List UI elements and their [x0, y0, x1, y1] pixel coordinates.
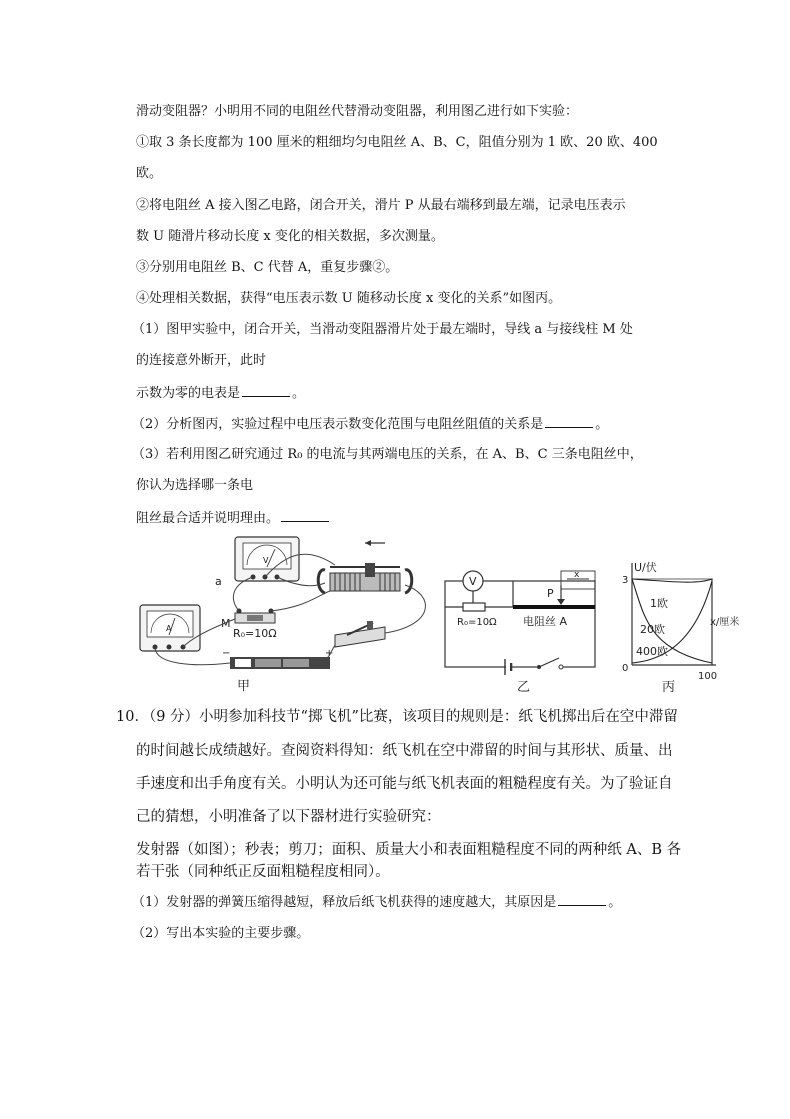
curve-label: 1欧 [650, 597, 668, 610]
punct: 。 [595, 417, 609, 432]
svg-text:V: V [263, 556, 269, 565]
question-2-line [132, 415, 608, 434]
answer-blank[interactable] [558, 893, 606, 906]
answer-blank[interactable] [242, 384, 290, 397]
x-axis-label: x/厘米 [710, 617, 740, 628]
caption-jia: 甲 [237, 679, 251, 694]
wire-label: 电阻丝 A [523, 615, 568, 628]
svg-text:A: A [166, 624, 172, 633]
text-line: ④处理相关数据，获得“电压表示数 U 随移动长度 x 变化的关系”如图丙。 [136, 291, 562, 306]
resistor-r0-symbol [463, 603, 485, 611]
question-3-line: （3）若利用图乙研究通过 R₀ 的电流与其两端电压的关系，在 A、B、C 三条电阻丝中， [132, 447, 643, 462]
y-tick-3: 3 [622, 575, 629, 586]
switch-icon [335, 621, 385, 647]
question-10-line: 10．（9 分）小明参加科技节“掷飞机”比赛，该项目的规则是：纸飞机掷出后在空中滞留 [116, 709, 678, 725]
terminal-m-label: M [221, 617, 231, 630]
question-10-sub1-prompt: （1）发射器的弹簧压缩得越短，释放后纸飞机获得的速度越大，其原因是 [132, 895, 557, 910]
figure-yi [443, 555, 605, 695]
y-axis-label: U/伏 [634, 561, 657, 574]
curve-label: 20欧 [640, 623, 665, 636]
punct: 。 [292, 386, 306, 401]
question-2-prompt: （2）分析图丙，实验过程中电压表示数变化范围与电阻丝阻值的关系是 [132, 417, 544, 432]
text-line: ②将电阻丝 A 接入图乙电路，闭合开关，滑片 P 从最右端移到最左端，记录电压表示 [136, 198, 626, 213]
question-3-answer-line [136, 509, 331, 528]
question-10-sub1 [132, 893, 621, 912]
rheostat-icon [318, 563, 412, 593]
text-line: 滑动变阻器？小明用不同的电阻丝代替滑动变阻器，利用图乙进行如下实验： [136, 104, 579, 119]
answer-blank[interactable] [545, 415, 593, 428]
battery-icon [222, 648, 333, 669]
voltmeter-symbol-icon [463, 571, 483, 591]
svg-text:V: V [469, 575, 477, 588]
resistance-wire [513, 605, 595, 609]
curve-label: 400欧 [636, 645, 668, 658]
origin-label: 0 [622, 663, 629, 674]
minus-label: − [222, 648, 231, 659]
question-3-prompt: 阻丝最合适并说明理由。 [136, 511, 280, 526]
r0-label: R₀=10Ω [457, 617, 497, 628]
svg-text:x: x [574, 570, 580, 580]
question-1-answer-line [136, 384, 305, 403]
resistor-r0-icon [235, 609, 275, 624]
ammeter-icon [140, 605, 200, 651]
x-tick-100: 100 [698, 671, 718, 682]
question-1-line: （1）图甲实验中，闭合开关，当滑动变阻器滑片处于最左端时，导线 a 与接线柱 M 处 [132, 322, 633, 337]
caption-yi: 乙 [517, 680, 531, 695]
arrow-left-icon [365, 540, 385, 546]
answer-blank[interactable] [281, 509, 329, 522]
wire-a-label: a [215, 575, 222, 588]
question-10-line: 手速度和出手角度有关。小明认为还可能与纸飞机表面的粗糙程度有关。为了验证自 [136, 776, 673, 792]
slider-label: P [547, 587, 554, 600]
figure-jia [135, 535, 440, 695]
plus-label: + [325, 648, 334, 659]
question-10-line: 发射器（如图）；秒表；剪刀；面积、质量大小和表面粗糙程度不同的两种纸 A、B 各 [136, 842, 682, 858]
text-line: ③分别用电阻丝 B、C 代替 A，重复步骤②。 [136, 260, 399, 275]
text-line: 欧。 [136, 166, 163, 181]
question-10-line: 若干张（同种纸正反面粗糙程度相同）。 [136, 864, 390, 880]
text-line: 数 U 随滑片移动长度 x 变化的相关数据，多次测量。 [136, 229, 444, 244]
r0-label: R₀=10Ω [233, 627, 277, 640]
switch-symbol-icon [537, 658, 563, 671]
text-line: ①取 3 条长度都为 100 厘米的粗细均匀电阻丝 A、B、C，阻值分别为 1 欧、20 欧、400 [136, 135, 658, 150]
question-1-prompt: 示数为零的电表是 [136, 386, 241, 401]
question-10-line: 己的猜想，小明准备了以下器材进行实验研究： [136, 809, 441, 825]
question-1-line: 的连接意外断开，此时 [136, 353, 267, 368]
caption-bing: 丙 [662, 680, 676, 695]
figure-bing-graph [616, 555, 786, 695]
question-3-line: 你认为选择哪一条电 [136, 478, 254, 493]
punct: 。 [608, 895, 622, 910]
question-10-sub2: （2）写出本实验的主要步骤。 [132, 926, 310, 941]
question-10-line: 的时间越长成绩越好。查阅资料得知：纸飞机在空中滞留的时间与其形状、质量、出 [136, 743, 673, 759]
slider-p-icon [557, 570, 595, 605]
